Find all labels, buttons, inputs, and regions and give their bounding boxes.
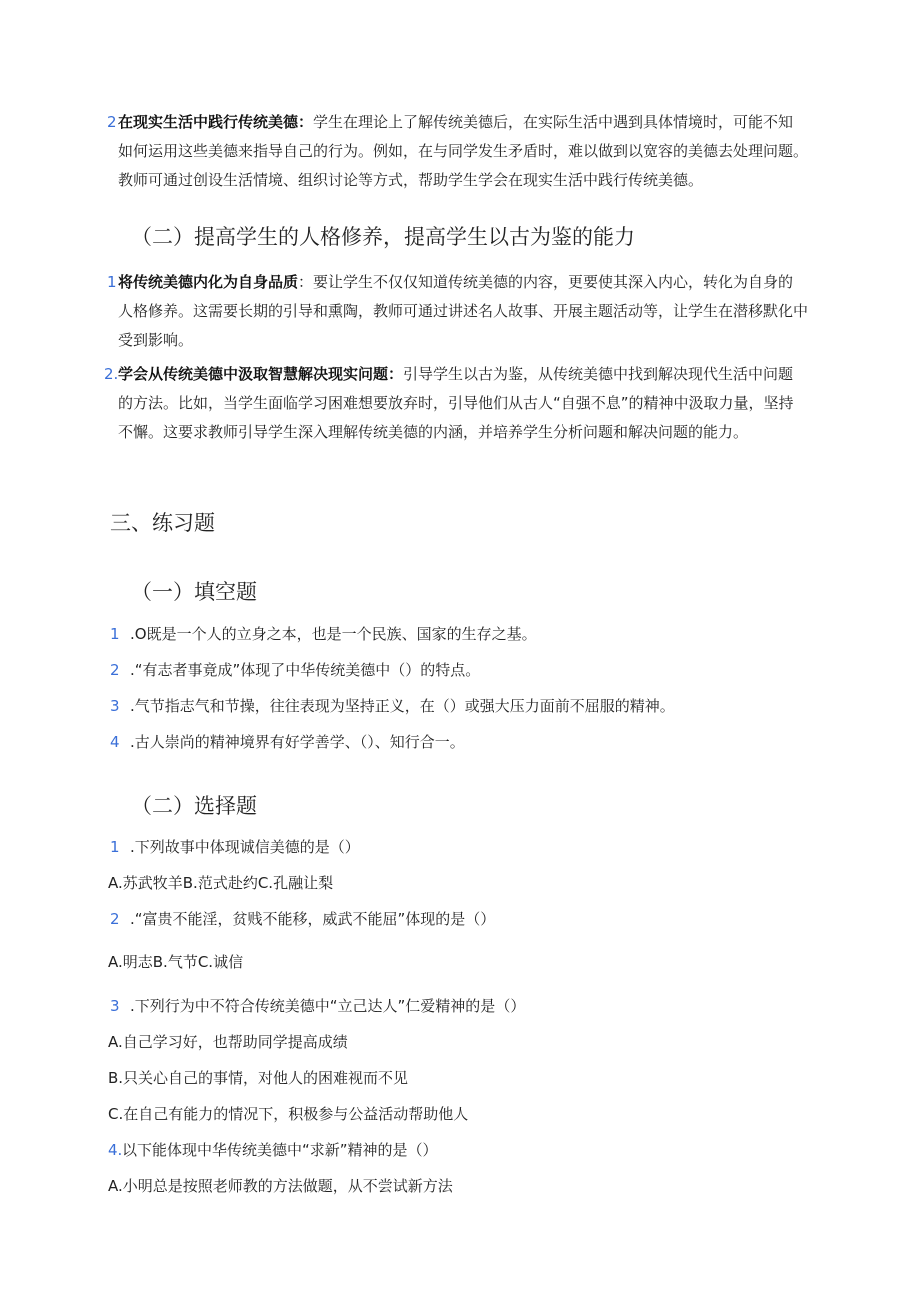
choice-options: A.苏武牧羊B.范式赴约C.孔融让梨 [108,874,334,892]
section-title-exercises: 三、练习题 [110,511,215,535]
paragraph-title: 在现实生活中践行传统美德： [118,113,314,131]
item-text: .“有志者事竟成”体现了中华传统美德中（）的特点。 [130,661,481,679]
question-text: .下列行为中不符合传统美德中“立己达人”仁爱精神的是（） [130,997,526,1015]
list-number: 2. [104,365,119,383]
subheading-choice: （二）选择题 [131,794,257,818]
question-text: 以下能体现中华传统美德中“求新”精神的是（） [122,1141,438,1159]
list-number: 1 [107,273,117,291]
practice-virtue-paragraph [107,108,809,195]
paragraph-title: 将传统美德内化为自身品质 [118,273,299,291]
fill-blank-item [110,694,675,718]
item-number: 1 [110,625,120,643]
item-number: 1 [110,838,120,856]
item-number: 2 [110,661,120,679]
item-number: 4. [108,1141,123,1159]
choice-option-a: A.小明总是按照老师教的方法做题，从不尝试新方法 [108,1177,453,1195]
question-text: .“富贵不能淫，贫贱不能移，威武不能屈”体现的是（） [130,910,496,928]
paragraph-text: 学生在理论上了解传统美德后，在实际生活中遇到具体情境时，可能不知如何运用这些美德来指导自己的行为。例如，在与同学发生矛盾时，难以做到以宽容的美德去处理问题。教师可通过创设生活情境、组织讨论等方式，帮助学生学会在现实生活中践行传统美德。 [118,113,809,189]
item-text: .气节指志气和节操，往往表现为坚持正义，在（）或强大压力面前不屈服的精神。 [130,697,675,715]
item-text: .古人崇尚的精神境界有好学善学、（）、知行合一。 [130,733,465,751]
internalize-virtue-paragraph [107,268,809,355]
paragraph-title: 学会从传统美德中汲取智慧解决现实问题： [118,365,404,383]
wisdom-from-virtue-paragraph [104,360,808,447]
list-number: 2 [107,113,117,131]
choice-option-b: B.只关心自己的事情，对他人的困难视而不见 [108,1069,409,1087]
subheading-fill-blank: （一）填空题 [131,580,257,604]
fill-blank-item [110,658,480,682]
choice-question [108,1138,438,1162]
item-number: 4 [110,733,120,751]
item-number: 3 [110,997,120,1015]
paragraph-text: 引导学生以古为鉴，从传统美德中找到解决现代生活中问题的方法。比如，当学生面临学习困难想要放弃时，引导他们从古人“自强不息”的精神中汲取力量，坚持不懈。这要求教师引导学生深入理解传统美德的内涵，并培养学生分析问题和解决问题的能力。 [118,365,794,441]
choice-option-c: C.在自己有能力的情况下，积极参与公益活动帮助他人 [108,1105,469,1123]
paragraph-text: ：要让学生不仅仅知道传统美德的内容，更要使其深入内心，转化为自身的人格修养。这需要长期的引导和熏陶，教师可通过讲述名人故事、开展主题活动等，让学生在潜移默化中受到影响。 [118,273,809,349]
item-text: .O既是一个人的立身之本，也是一个民族、国家的生存之基。 [130,625,537,643]
choice-question [110,907,495,931]
choice-question [110,994,525,1018]
question-text: .下列故事中体现诚信美德的是（） [130,838,360,856]
choice-options: A.明志B.气节C.诚信 [108,953,244,971]
choice-question [110,835,360,859]
subheading-personality: （二）提高学生的人格修养，提高学生以古为鉴的能力 [131,225,635,249]
fill-blank-item [110,730,465,754]
fill-blank-item [110,622,537,646]
item-number: 3 [110,697,120,715]
item-number: 2 [110,910,120,928]
choice-option-a: A.自己学习好，也帮助同学提高成绩 [108,1033,348,1051]
